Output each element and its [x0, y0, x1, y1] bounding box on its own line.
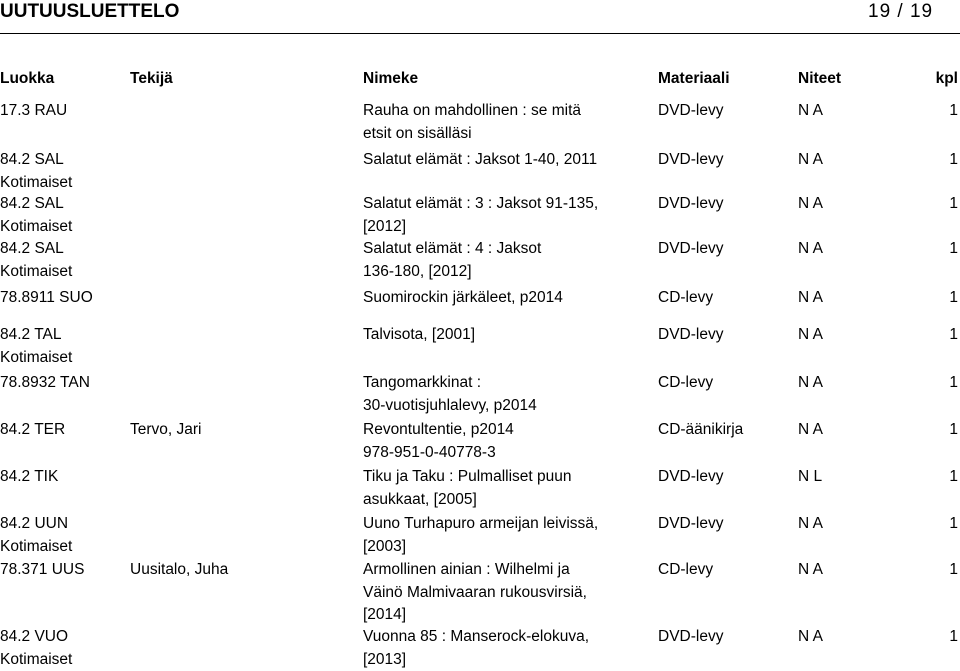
- cell-luokka: 84.2 TIK: [0, 468, 59, 485]
- cell-luokka: 84.2 TAL Kotimaiset: [0, 326, 73, 366]
- cell-nimeke: Armollinen ainian : Wilhelmi ja Väinö Malmivaaran rukousvirsiä, [2014]: [363, 561, 587, 623]
- cell-nimeke: Tangomarkkinat : 30-vuotisjuhlalevy, p2014: [363, 374, 537, 414]
- cell-kpl: 1: [949, 421, 958, 438]
- column-header-nimeke: Nimeke: [363, 70, 419, 87]
- cell-nimeke: Rauha on mahdollinen : se mitä etsit on sisälläsi: [363, 102, 581, 142]
- column-header-materiaali: Materiaali: [658, 70, 730, 87]
- cell-materiaali: DVD-levy: [658, 326, 724, 343]
- cell-tekija: Uusitalo, Juha: [130, 561, 229, 578]
- cell-materiaali: DVD-levy: [658, 468, 724, 485]
- cell-materiaali: DVD-levy: [658, 151, 724, 168]
- cell-kpl: 1: [949, 195, 958, 212]
- cell-nimeke: Salatut elämät : 4 : Jaksot 136-180, [2012]: [363, 240, 542, 280]
- cell-luokka: 78.371 UUS: [0, 561, 85, 578]
- cell-niteet: N A: [798, 240, 823, 257]
- cell-luokka: 84.2 SAL Kotimaiset: [0, 195, 73, 235]
- column-header-niteet: Niteet: [798, 70, 842, 87]
- cell-kpl: 1: [949, 102, 958, 119]
- cell-materiaali: CD-levy: [658, 561, 714, 578]
- cell-nimeke: Revontultentie, p2014 978-951-0-40778-3: [363, 421, 514, 461]
- cell-nimeke: Talvisota, [2001]: [363, 326, 476, 343]
- cell-nimeke: Vuonna 85 : Manserock-elokuva, [2013]: [363, 628, 590, 668]
- page-number: 19 / 19: [868, 1, 934, 22]
- cell-niteet: N A: [798, 195, 823, 212]
- cell-materiaali: DVD-levy: [658, 628, 724, 645]
- column-header-luokka: Luokka: [0, 70, 55, 87]
- cell-kpl: 1: [949, 628, 958, 645]
- cell-materiaali: CD-äänikirja: [658, 421, 744, 438]
- cell-kpl: 1: [949, 561, 958, 578]
- cell-materiaali: CD-levy: [658, 374, 714, 391]
- cell-materiaali: DVD-levy: [658, 240, 724, 257]
- cell-luokka: 17.3 RAU: [0, 102, 68, 119]
- cell-materiaali: CD-levy: [658, 289, 714, 306]
- cell-niteet: N A: [798, 102, 823, 119]
- cell-luokka: 78.8911 SUO: [0, 289, 93, 306]
- cell-nimeke: Tiku ja Taku : Pulmalliset puun asukkaat, [2005]: [363, 468, 572, 508]
- cell-nimeke: Uuno Turhapuro armeijan leivissä, [2003]: [363, 515, 599, 555]
- cell-niteet: N A: [798, 421, 823, 438]
- cell-kpl: 1: [949, 326, 958, 343]
- column-header-kpl: kpl: [935, 70, 958, 87]
- cell-materiaali: DVD-levy: [658, 102, 724, 119]
- cell-niteet: N A: [798, 515, 823, 532]
- cell-niteet: N A: [798, 151, 823, 168]
- cell-luokka: 84.2 VUO Kotimaiset: [0, 628, 73, 668]
- cell-nimeke: Suomirockin järkäleet, p2014: [363, 289, 563, 306]
- cell-nimeke: Salatut elämät : Jaksot 1-40, 2011: [363, 151, 598, 168]
- cell-niteet: N A: [798, 374, 823, 391]
- cell-luokka: 78.8932 TAN: [0, 374, 90, 391]
- cell-tekija: Tervo, Jari: [130, 421, 202, 438]
- table-header: [0, 69, 960, 89]
- cell-kpl: 1: [949, 289, 958, 306]
- cell-kpl: 1: [949, 240, 958, 257]
- cell-niteet: N A: [798, 326, 823, 343]
- header-divider: [0, 33, 960, 34]
- cell-niteet: N A: [798, 628, 823, 645]
- cell-kpl: 1: [949, 374, 958, 391]
- cell-niteet: N A: [798, 561, 823, 578]
- cell-kpl: 1: [949, 151, 958, 168]
- column-header-tekija: Tekijä: [130, 70, 173, 87]
- document-title: UUTUUSLUETTELO: [0, 1, 180, 22]
- cell-niteet: N A: [798, 289, 823, 306]
- cell-niteet: N L: [798, 468, 823, 485]
- cell-materiaali: DVD-levy: [658, 195, 724, 212]
- cell-luokka: 84.2 UUN Kotimaiset: [0, 515, 73, 555]
- cell-materiaali: DVD-levy: [658, 515, 724, 532]
- cell-nimeke: Salatut elämät : 3 : Jaksot 91-135, [2012]: [363, 195, 599, 235]
- cell-kpl: 1: [949, 515, 958, 532]
- cell-luokka: 84.2 TER: [0, 421, 66, 438]
- cell-luokka: 84.2 SAL Kotimaiset: [0, 151, 73, 191]
- cell-luokka: 84.2 SAL Kotimaiset: [0, 240, 73, 280]
- cell-kpl: 1: [949, 468, 958, 485]
